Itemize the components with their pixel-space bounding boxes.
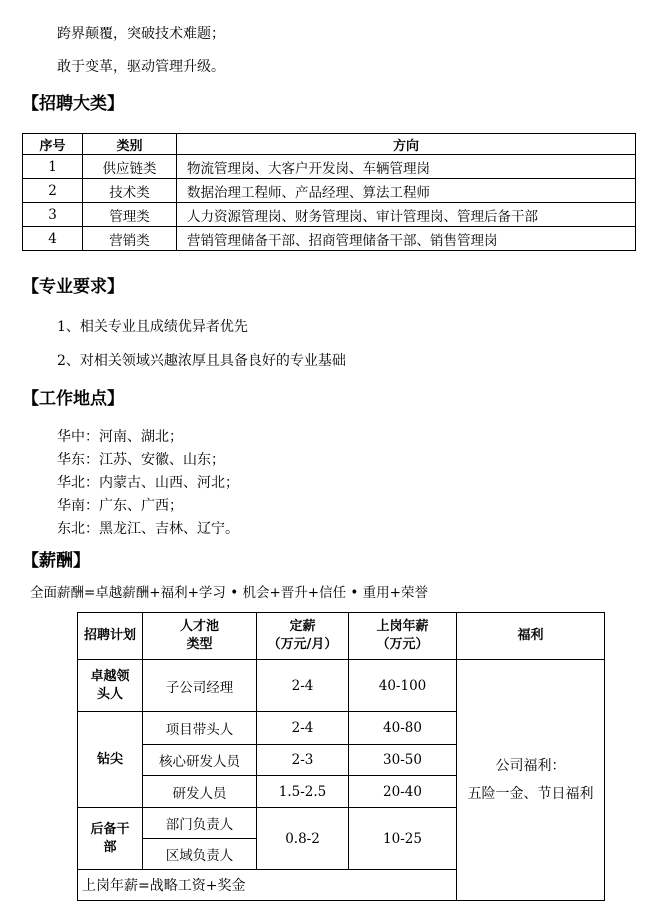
fixed-salary: 0.8-2: [257, 808, 349, 870]
pool-type: 区域负责人: [143, 839, 257, 870]
header-direction: 方向: [177, 134, 636, 155]
group-name: 钻尖: [78, 712, 143, 808]
annual-salary: 20-40: [349, 776, 457, 808]
work-locations-heading: 【工作地点】: [22, 389, 124, 409]
intro-line-1: 跨界颠覆，突破技术难题；: [57, 26, 225, 42]
row-category: 技术类: [83, 179, 177, 203]
pool-type: 部门负责人: [143, 808, 257, 839]
location-item: 华中：河南、湖北；: [57, 429, 183, 445]
salary-table: [77, 612, 605, 901]
table-row: [78, 660, 605, 712]
salary-footer-note: 上岗年薪=战略工资+奖金: [78, 870, 457, 901]
intro-line-2: 敢于变革，驱动管理升级。: [57, 59, 225, 75]
annual-salary: 40-100: [349, 660, 457, 712]
location-item: 东北：黑龙江、吉林、辽宁。: [57, 521, 239, 537]
requirement-item: 2、对相关领域兴趣浓厚且具备良好的专业基础: [57, 353, 346, 369]
row-direction: 人力资源管理岗、财务管理岗、审计管理岗、管理后备干部: [177, 203, 636, 227]
recruit-categories-heading: 【招聘大类】: [22, 94, 124, 114]
row-direction: 营销管理储备干部、招商管理储备干部、销售管理岗: [177, 227, 636, 251]
row-category: 营销类: [83, 227, 177, 251]
row-index: 4: [23, 227, 83, 251]
benefit-cell: 公司福利： 五险一金、节日福利: [457, 660, 605, 901]
group-name: 后备干 部: [78, 808, 143, 870]
table-header-row: [78, 613, 605, 660]
location-item: 华南：广东、广西；: [57, 498, 183, 514]
header-benefit: 福利: [457, 613, 605, 660]
row-direction: 物流管理岗、大客户开发岗、车辆管理岗: [177, 155, 636, 179]
header-category: 类别: [83, 134, 177, 155]
pool-type: 核心研发人员: [143, 745, 257, 776]
table-row: [23, 179, 636, 203]
pool-type: 子公司经理: [143, 660, 257, 712]
row-index: 2: [23, 179, 83, 203]
fixed-salary: 2-3: [257, 745, 349, 776]
table-header-row: [23, 134, 636, 155]
fixed-salary: 2-4: [257, 660, 349, 712]
row-category: 供应链类: [83, 155, 177, 179]
fixed-salary: 2-4: [257, 712, 349, 745]
row-index: 3: [23, 203, 83, 227]
salary-summary: 全面薪酬=卓越薪酬+福利+学习 • 机会+晋升+信任 • 重用+荣誉: [30, 585, 428, 601]
pool-type: 项目带头人: [143, 712, 257, 745]
location-item: 华北：内蒙古、山西、河北；: [57, 475, 239, 491]
pool-type: 研发人员: [143, 776, 257, 808]
table-row: [23, 227, 636, 251]
annual-salary: 10-25: [349, 808, 457, 870]
header-index: 序号: [23, 134, 83, 155]
header-annual-salary: 上岗年薪 （万元）: [349, 613, 457, 660]
row-direction: 数据治理工程师、产品经理、算法工程师: [177, 179, 636, 203]
requirement-item: 1、相关专业且成绩优异者优先: [57, 319, 248, 335]
header-plan: 招聘计划: [78, 613, 143, 660]
major-requirements-heading: 【专业要求】: [22, 277, 124, 297]
row-category: 管理类: [83, 203, 177, 227]
fixed-salary: 1.5-2.5: [257, 776, 349, 808]
annual-salary: 40-80: [349, 712, 457, 745]
table-row: [23, 203, 636, 227]
annual-salary: 30-50: [349, 745, 457, 776]
row-index: 1: [23, 155, 83, 179]
group-name: 卓越领 头人: [78, 660, 143, 712]
header-fixed-salary: 定薪 （万元/月）: [257, 613, 349, 660]
header-pool-type: 人才池 类型: [143, 613, 257, 660]
table-row: [23, 155, 636, 179]
salary-heading: 【薪酬】: [22, 551, 90, 571]
location-item: 华东：江苏、安徽、山东；: [57, 452, 225, 468]
recruit-categories-table: [22, 133, 636, 251]
